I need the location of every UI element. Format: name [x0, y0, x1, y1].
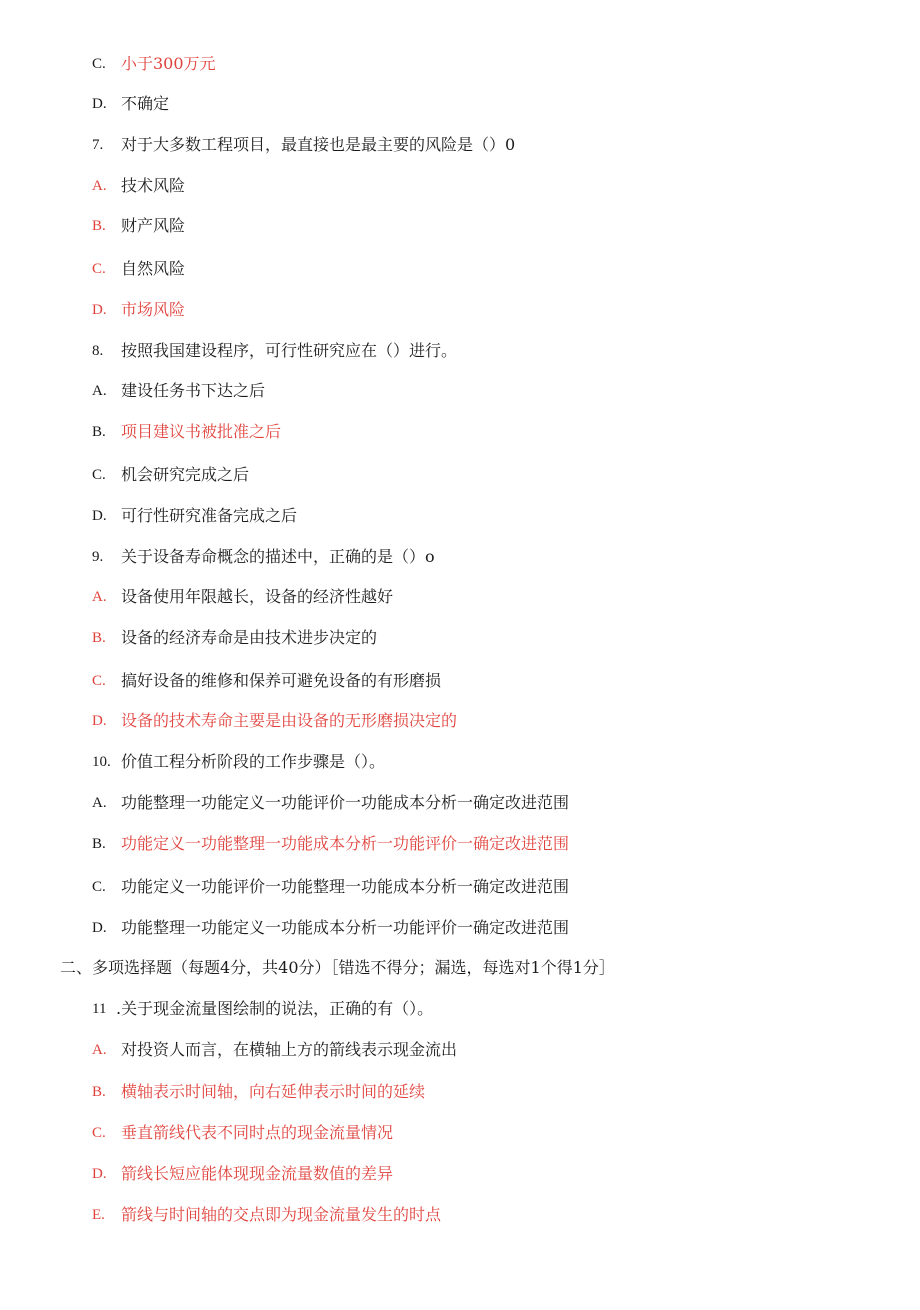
option-marker: D.	[92, 920, 107, 936]
option-marker: C.	[92, 56, 106, 72]
option-marker: A.	[92, 589, 107, 605]
option-text: 市场风险	[121, 300, 186, 319]
option-text: 箭线与时间轴的交点即为现金流量发生的时点	[121, 1205, 442, 1224]
option-text: 自然风险	[121, 259, 186, 278]
question-number: 8.	[92, 343, 104, 359]
option-text: 建设任务书下达之后	[121, 381, 266, 400]
option-text: 横轴表示时间轴，向右延伸表示时间的延续	[121, 1082, 426, 1101]
question-number: 7.	[92, 137, 104, 153]
section-heading-text: 二、多项选择题（每题4分，共40分）［错选不得分；漏选，每选对1个得1分］	[60, 958, 615, 977]
option-marker: A.	[92, 1042, 107, 1058]
option-marker: B.	[92, 424, 106, 440]
option-text: 搞好设备的维修和保养可避免设备的有形磨损	[121, 671, 442, 690]
option-marker: C.	[92, 1125, 106, 1141]
option-text: 对投资人而言，在横轴上方的箭线表示现金流出	[121, 1040, 458, 1059]
option-text: 垂直箭线代表不同时点的现金流量情况	[121, 1123, 394, 1142]
option-text: 技术风险	[121, 176, 186, 195]
option-marker: D.	[92, 302, 107, 318]
option-text: 机会研究完成之后	[121, 465, 250, 484]
question-number: 9.	[92, 549, 104, 565]
option-text: 功能整理一功能定义一功能成本分析一功能评价一确定改进范围	[121, 918, 570, 937]
option-marker: D.	[92, 96, 107, 112]
option-text: 小于300万元	[121, 54, 216, 73]
question-text: 按照我国建设程序，可行性研究应在（）进行。	[121, 341, 458, 360]
option-marker: A.	[92, 795, 107, 811]
option-marker: D.	[92, 1166, 107, 1182]
question-number: 11	[92, 1001, 107, 1017]
option-text: 可行性研究准备完成之后	[121, 506, 298, 525]
option-marker: E.	[92, 1207, 105, 1223]
option-text: 功能定义一功能整理一功能成本分析一功能评价一确定改进范围	[121, 834, 570, 853]
option-marker: B.	[92, 218, 106, 234]
question-text: 对于大多数工程项目，最直接也是最主要的风险是（）0	[121, 135, 516, 154]
option-text: 设备的经济寿命是由技术进步决定的	[121, 628, 378, 647]
option-text: 功能定义一功能评价一功能整理一功能成本分析一确定改进范围	[121, 877, 570, 896]
option-text: 财产风险	[121, 216, 186, 235]
question-text: 价值工程分析阶段的工作步骤是（）。	[121, 752, 386, 771]
option-marker: C.	[92, 261, 106, 277]
option-text: 项目建议书被批准之后	[121, 422, 282, 441]
option-marker: B.	[92, 630, 106, 646]
option-marker: B.	[92, 1084, 106, 1100]
option-text: 不确定	[121, 94, 170, 113]
option-text: 设备使用年限越长，设备的经济性越好	[121, 587, 394, 606]
option-text: 功能整理一功能定义一功能评价一功能成本分析一确定改进范围	[121, 793, 570, 812]
option-marker: C.	[92, 467, 106, 483]
option-marker: D.	[92, 508, 107, 524]
option-text: 设备的技术寿命主要是由设备的无形磨损决定的	[121, 711, 458, 730]
option-marker: C.	[92, 673, 106, 689]
option-marker: D.	[92, 713, 107, 729]
option-text: 箭线长短应能体现现金流量数值的差异	[121, 1164, 394, 1183]
option-marker: C.	[92, 879, 106, 895]
question-number: 10.	[92, 754, 111, 770]
option-marker: A.	[92, 383, 107, 399]
option-marker: A.	[92, 178, 107, 194]
option-marker: B.	[92, 836, 106, 852]
question-text: 关于设备寿命概念的描述中，正确的是（）o	[121, 547, 435, 566]
question-text: .关于现金流量图绘制的说法，正确的有（）。	[116, 999, 434, 1018]
